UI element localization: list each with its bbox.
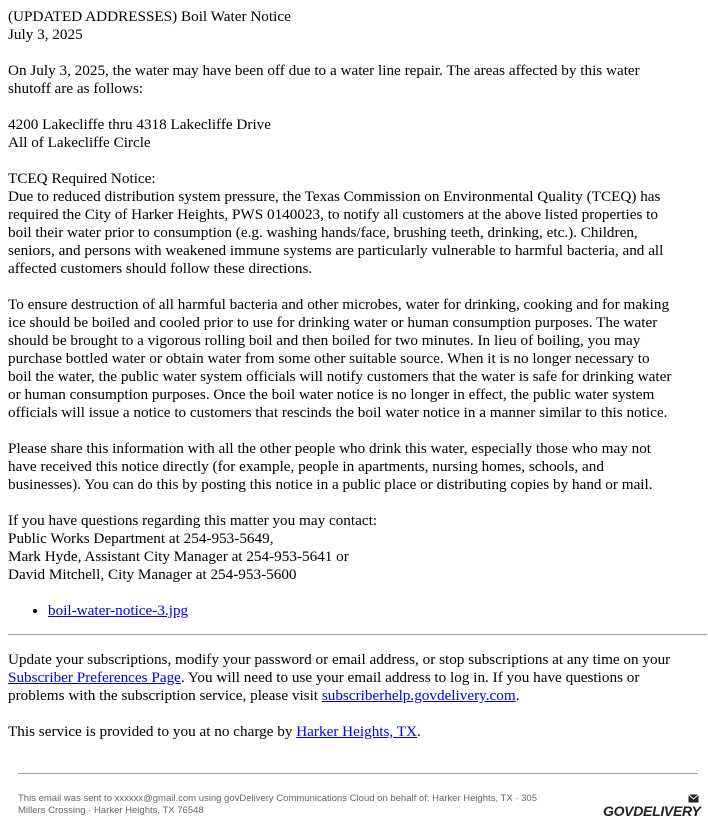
contact-paragraph: [8, 512, 708, 584]
subscription-text: . You will need to use your email address to log in. If you have questions or: [180, 669, 640, 686]
notice-header: [8, 8, 708, 44]
boil-line: boil the water, the public water system officials will notify customers that the water is safe for drinking water: [8, 368, 672, 385]
harker-heights-link[interactable]: Harker Heights, TX: [296, 723, 417, 740]
provider-text: This service is provided to you at no charge by: [8, 723, 297, 740]
govdelivery-logo-text: GOVDELIVERY: [603, 803, 701, 819]
attachment-item: [48, 602, 708, 620]
boil-line: or human consumption purposes. Once the boil water notice is no longer in effect, the public water system: [8, 386, 655, 403]
tceq-line: seniors, and persons with weakened immune systems are particularly vulnerable to harmful bacteria, and all: [8, 242, 664, 259]
subscriber-preferences-link[interactable]: Subscriber Preferences Page: [8, 669, 181, 686]
share-line: businesses). You can do this by posting this notice in a public place or distributing copies by hand or mail.: [8, 476, 653, 493]
footer-divider: [18, 773, 698, 774]
contact-line: David Mitchell, City Manager at 254-953-5600: [8, 566, 297, 583]
footer-disclaimer: [18, 793, 578, 817]
contact-line: If you have questions regarding this matter you may contact:: [8, 512, 378, 529]
subscription-text: problems with the subscription service, please visit: [8, 687, 322, 704]
subscription-paragraph: [8, 651, 708, 705]
address-line: All of Lakecliffe Circle: [8, 134, 151, 151]
footer-line: This email was sent to xxxxxx@gmail.com using govDelivery Communications Cloud on behalf of: Harker Heights, TX · 305: [18, 793, 537, 804]
tceq-line: required the City of Harker Heights, PWS 0140023, to notify all customers at the above listed properties to: [8, 206, 658, 223]
tceq-heading: TCEQ Required Notice:: [8, 170, 156, 187]
subscription-text: .: [515, 687, 520, 704]
boil-line: purchase bottled water or obtain water from some other suitable source. When it is no longer necessary to: [8, 350, 650, 367]
boil-instructions-paragraph: [8, 296, 708, 422]
provider-paragraph: [8, 723, 708, 741]
attachment-list: [8, 602, 708, 620]
boil-line: To ensure destruction of all harmful bacteria and other microbes, water for drinking, cooking and for making: [8, 296, 670, 313]
email-body: [8, 8, 708, 759]
tceq-paragraph: [8, 170, 708, 278]
intro-line: shutoff are as follows:: [8, 80, 144, 97]
contact-line: Mark Hyde, Assistant City Manager at 254-953-5641 or: [8, 548, 349, 565]
subscriber-help-link[interactable]: subscriberhelp.govdelivery.com: [321, 687, 516, 704]
subscription-line-3: [8, 687, 708, 705]
intro-paragraph: [8, 62, 708, 98]
boil-line: should be brought to a vigorous rolling boil and then boiled for two minutes. In lieu of boiling, you may: [8, 332, 641, 349]
subscription-line-2: [8, 669, 708, 687]
footer-line: Millers Crossing · Harker Heights, TX 76548: [18, 805, 204, 816]
notice-date: July 3, 2025: [8, 26, 83, 43]
share-paragraph: [8, 440, 708, 494]
attachment-link[interactable]: boil-water-notice-3.jpg: [48, 602, 189, 619]
govdelivery-logo[interactable]: [603, 794, 699, 822]
section-divider: [8, 634, 707, 635]
boil-line: ice should be boiled and cooled prior to use for drinking water or human consumption purposes. The water: [8, 314, 658, 331]
subscription-line: Update your subscriptions, modify your password or email address, or stop subscriptions at any time on your: [8, 651, 671, 668]
envelope-icon: [688, 794, 699, 803]
provider-text: .: [416, 723, 421, 740]
affected-addresses: [8, 116, 708, 152]
contact-line: Public Works Department at 254-953-5649,: [8, 530, 274, 547]
tceq-line: Due to reduced distribution system pressure, the Texas Commission on Environmental Quality (TCEQ) has: [8, 188, 661, 205]
tceq-line: affected customers should follow these directions.: [8, 260, 313, 277]
notice-title: (UPDATED ADDRESSES) Boil Water Notice: [8, 8, 291, 25]
share-line: have received this notice directly (for example, people in apartments, nursing homes, schools, and: [8, 458, 604, 475]
intro-line: On July 3, 2025, the water may have been off due to a water line repair. The areas affected by this water: [8, 62, 640, 79]
tceq-line: boil their water prior to consumption (e.g. washing hands/face, brushing teeth, drinking, etc.). Children,: [8, 224, 638, 241]
address-line: 4200 Lakecliffe thru 4318 Lakecliffe Drive: [8, 116, 272, 133]
share-line: Please share this information with all the other people who drink this water, especially those who may not: [8, 440, 652, 457]
provider-line: [8, 723, 708, 741]
boil-line: officials will issue a notice to customers that rescinds the boil water notice in a manner similar to this notice.: [8, 404, 668, 421]
